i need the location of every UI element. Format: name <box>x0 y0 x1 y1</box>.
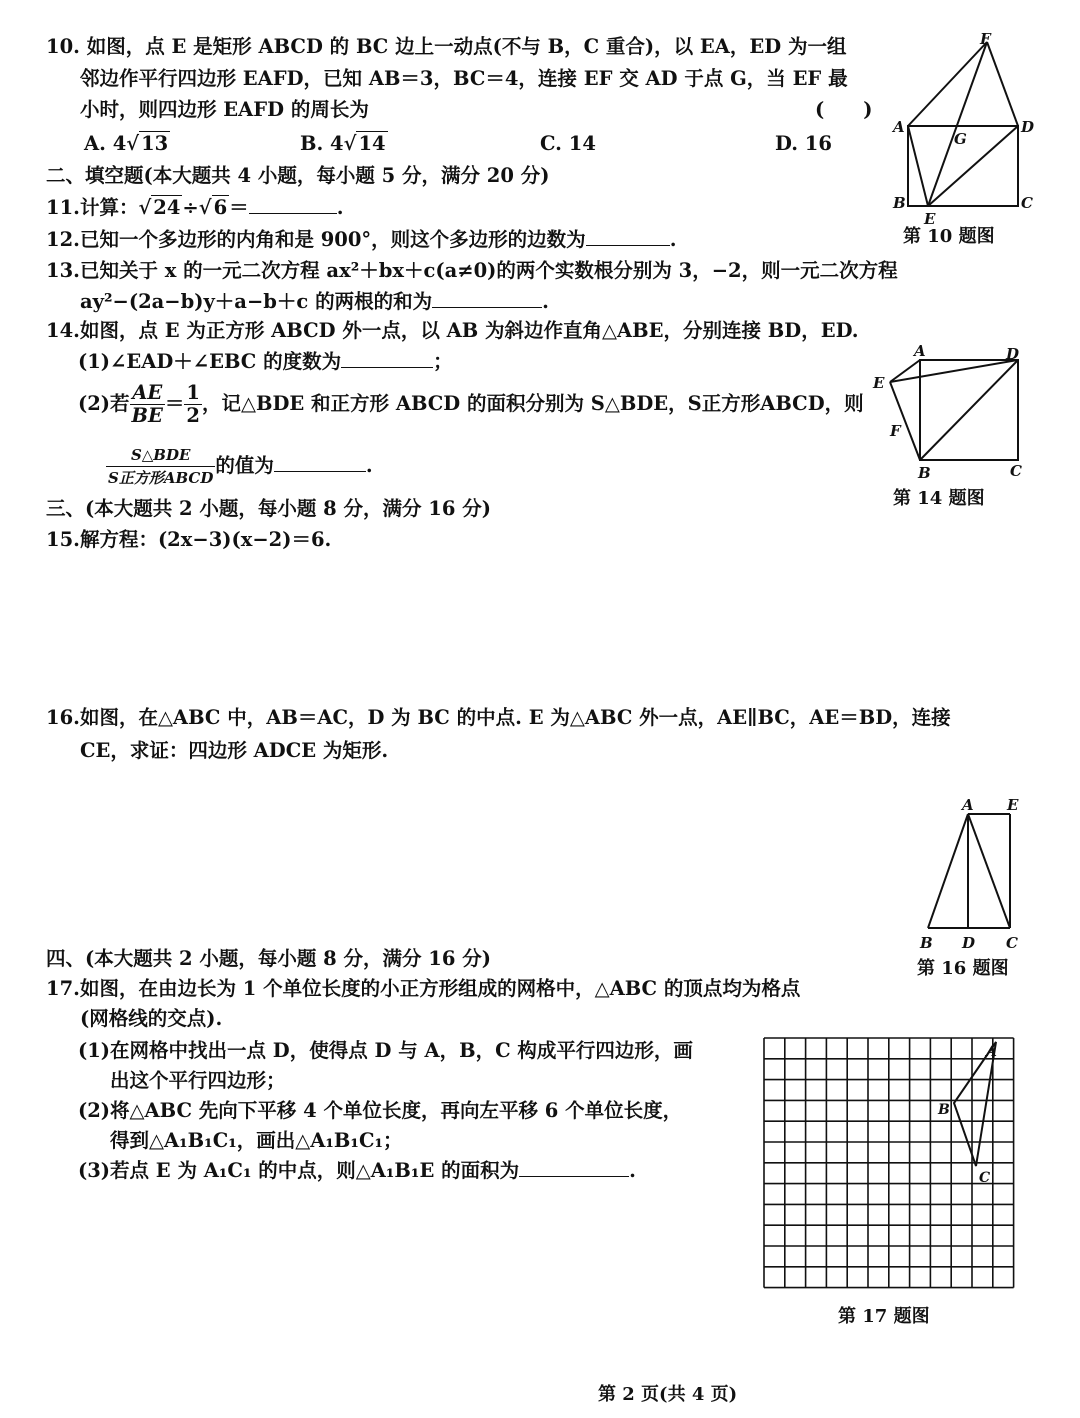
q14-part2-prefix: (2)若 <box>78 392 130 415</box>
q11-radicand-1: 24 <box>153 196 181 219</box>
fraction-one-half <box>184 382 202 427</box>
label-B: B <box>918 464 931 482</box>
fraction-denominator: BE <box>131 404 163 427</box>
label-A: A <box>893 118 905 136</box>
q14-equals: ＝ <box>164 392 185 415</box>
page-footer: 第 2 页(共 4 页) <box>598 1384 738 1405</box>
q12-answer-blank[interactable] <box>586 227 670 246</box>
q16-text-1: 如图，在△ABC 中，AB＝AC，D 为 BC 的中点. E 为△ABC 外一点，AE∥BC，AE＝BD，连接 <box>79 706 951 729</box>
q14-part1-blank[interactable] <box>341 349 433 368</box>
figure-q17-grid <box>756 1030 1032 1310</box>
figure-q16 <box>910 792 1040 952</box>
section-3-header: 三、(本大题共 2 小题，每小题 8 分，满分 16 分) <box>46 497 491 520</box>
fraction-ae-be <box>130 382 165 427</box>
caption-q10: 第 10 题图 <box>903 226 995 247</box>
q11-period: . <box>336 196 344 219</box>
q17-part1b: 出这个平行四边形； <box>110 1069 286 1092</box>
label-B: B <box>893 194 906 212</box>
q10-option-d: D. 16 <box>775 132 832 155</box>
q16-line1 <box>46 705 951 731</box>
label-B: B <box>920 934 933 952</box>
label-F: F <box>980 30 991 48</box>
q17-text-1: 如图，在由边长为 1 个单位长度的小正方形组成的网格中，△ABC 的顶点均为格点 <box>79 977 801 1000</box>
label-C: C <box>1021 194 1033 212</box>
label-A: A <box>986 1044 997 1060</box>
fraction-numerator: 1 <box>186 381 200 404</box>
q15-text: 解方程：(2x−3)(x−2)＝6. <box>79 528 332 551</box>
q17-number: 17. <box>46 977 80 1000</box>
q11-equals: ＝ <box>229 196 249 219</box>
label-B: B <box>938 1102 950 1118</box>
fraction-numerator: S△BDE <box>106 444 215 467</box>
q14-part2-ratio <box>106 442 373 490</box>
q14-part2-value-text: 的值为 <box>215 454 274 477</box>
q11-prefix: 计算： <box>79 196 139 219</box>
label-D: D <box>962 934 976 952</box>
label-G: G <box>954 130 967 148</box>
q15-number: 15. <box>46 528 80 551</box>
q10-option-b <box>300 131 388 157</box>
q12 <box>46 227 676 253</box>
q17-part1a: (1)在网格中找出一点 D，使得点 D 与 A，B，C 构成平行四边形，画 <box>78 1039 693 1062</box>
q17-part2b: 得到△A₁B₁C₁，画出△A₁B₁C₁； <box>110 1129 403 1152</box>
q13-text-2: ay²−(2a−b)y＋a−b＋c 的两根的和为 <box>80 290 433 313</box>
q15 <box>46 527 331 553</box>
q10-number: 10. <box>46 35 80 58</box>
sqrt-symbol: √ 14 <box>343 132 386 155</box>
q12-text: 已知一个多边形的内角和是 900°，则这个多边形的边数为 <box>79 228 586 251</box>
q13-period: . <box>542 290 549 313</box>
label-C: C <box>979 1170 991 1186</box>
q14-part1-end: ； <box>433 350 453 373</box>
label-D: D <box>1006 345 1020 363</box>
q14-line1 <box>46 318 859 344</box>
fraction-numerator: AE <box>130 382 165 405</box>
q11-number: 11. <box>46 196 80 219</box>
q10-option-a-radicand: 13 <box>141 132 169 155</box>
section-2-header: 二、填空题(本大题共 4 小题，每小题 5 分，满分 20 分) <box>46 164 550 187</box>
q13-answer-blank[interactable] <box>432 289 542 308</box>
q10-line3: 小时，则四边形 EAFD 的周长为 <box>80 98 369 121</box>
q10-answer-paren: ( ) <box>815 98 873 121</box>
sqrt-symbol: √ 24 <box>138 196 181 219</box>
q14-part2-blank[interactable] <box>274 453 366 472</box>
q10-option-c: C. 14 <box>540 132 596 155</box>
q11 <box>46 195 343 221</box>
q10-line2: 邻边作平行四边形 EAFD，已知 AB＝3，BC＝4，连接 EF 交 AD 于点 G，当 EF 最 <box>80 67 848 90</box>
q14-part2-text: ，记△BDE 和正方形 ABCD 的面积分别为 S△BDE，S正方形ABCD，则 <box>201 392 864 415</box>
label-C: C <box>1010 462 1022 480</box>
q16-number: 16. <box>46 706 80 729</box>
q14-number: 14. <box>46 319 80 342</box>
q14-part1-text: (1)∠EAD＋∠EBC 的度数为 <box>78 350 342 373</box>
q13-text-1: 已知关于 x 的一元二次方程 ax²＋bx＋c(a≠0)的两个实数根分别为 3，−2，则一元二次方程 <box>79 259 898 282</box>
q10-text-1: 如图，点 E 是矩形 ABCD 的 BC 边上一动点(不与 B，C 重合)，以 EA，ED 为一组 <box>86 35 847 58</box>
fraction-denominator: S正方形ABCD <box>108 469 214 487</box>
q11-radicand-2: 6 <box>213 196 228 219</box>
q17-line2: (网格线的交点). <box>80 1007 223 1030</box>
fraction-area-ratio <box>106 444 215 489</box>
caption-q16: 第 16 题图 <box>917 958 1009 979</box>
q17-part3-text: (3)若点 E 为 A₁C₁ 的中点，则△A₁B₁E 的面积为 <box>78 1159 520 1182</box>
q14-part2 <box>78 380 864 428</box>
sqrt-symbol: √ 13 <box>126 132 169 155</box>
figure-q10 <box>890 28 1040 228</box>
q17-part3 <box>78 1158 636 1184</box>
label-E: E <box>924 210 936 228</box>
q17-triangle-abc <box>954 1042 996 1166</box>
q10-line1 <box>46 34 846 60</box>
q17-part3-blank[interactable] <box>519 1158 629 1177</box>
q17-line1 <box>46 976 800 1002</box>
sqrt-symbol: √ 6 <box>198 196 228 219</box>
q11-answer-blank[interactable] <box>249 195 337 214</box>
q10-option-a <box>84 131 170 157</box>
q13-line1 <box>46 258 898 284</box>
q14-period: . <box>365 454 373 477</box>
label-D: D <box>1021 118 1035 136</box>
q13-line2 <box>80 289 549 315</box>
section-4-header: 四、(本大题共 2 小题，每小题 8 分，满分 16 分) <box>46 947 491 970</box>
q11-divide: ÷ <box>182 196 199 219</box>
label-E: E <box>1007 796 1019 814</box>
q14-text-1: 如图，点 E 为正方形 ABCD 外一点，以 AB 为斜边作直角△ABE，分别连接 BD，ED. <box>79 319 859 342</box>
figure-q14 <box>868 340 1058 490</box>
q12-number: 12. <box>46 228 80 251</box>
q17-part2a: (2)将△ABC 先向下平移 4 个单位长度，再向左平移 6 个单位长度， <box>78 1099 683 1122</box>
q10-option-b-radicand: 14 <box>358 132 386 155</box>
label-F: F <box>890 422 901 440</box>
q10-option-b-prefix: B. 4 <box>300 132 344 155</box>
q17-period: . <box>629 1159 636 1182</box>
caption-q14: 第 14 题图 <box>893 488 985 509</box>
fraction-denominator: 2 <box>186 404 200 427</box>
q14-part1 <box>78 349 453 375</box>
q12-period: . <box>669 228 677 251</box>
q10-option-a-prefix: A. 4 <box>84 132 127 155</box>
label-C: C <box>1006 934 1018 952</box>
caption-q17: 第 17 题图 <box>838 1306 930 1327</box>
label-E: E <box>873 374 885 392</box>
q13-number: 13. <box>46 259 80 282</box>
q16-line2: CE，求证：四边形 ADCE 为矩形. <box>80 739 389 762</box>
label-A: A <box>962 796 974 814</box>
label-A: A <box>914 342 926 360</box>
